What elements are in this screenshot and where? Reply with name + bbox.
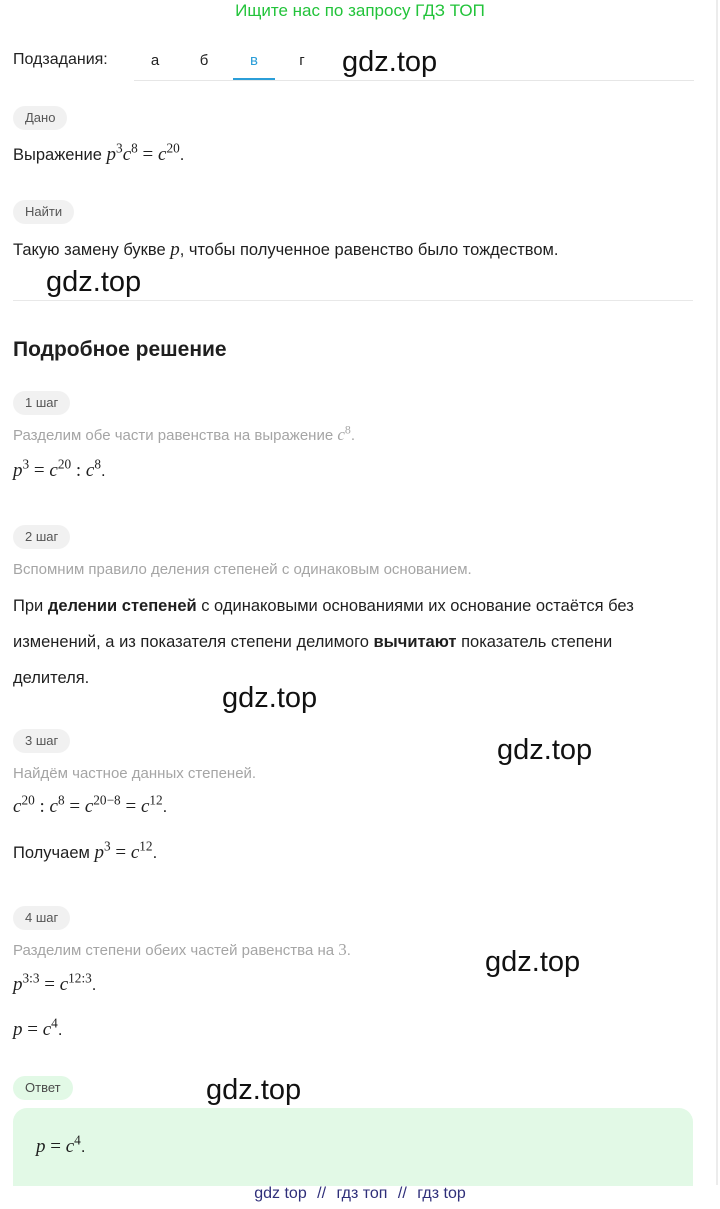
tab-b[interactable]: б bbox=[199, 52, 209, 69]
answer-formula: $p = c^4$. bbox=[36, 1132, 86, 1157]
step-2-pill: 2 шаг bbox=[13, 525, 70, 549]
step-2-rule bbox=[13, 588, 693, 696]
step-3-pill: 3 шаг bbox=[13, 729, 70, 753]
watermark: gdz.top bbox=[222, 682, 318, 714]
rule-bold: вычитают bbox=[373, 633, 457, 651]
step-4-formula-1: $p^{3:3} = c^{12:3}$. bbox=[13, 970, 97, 995]
find-text bbox=[13, 239, 558, 261]
find-variable: p bbox=[170, 239, 180, 260]
rule-bold: делении степеней bbox=[47, 597, 197, 615]
footer-link-3[interactable]: гдз top bbox=[417, 1185, 466, 1202]
watermark: gdz.top bbox=[497, 734, 593, 766]
step-1-hint-formula: $c^8$ bbox=[337, 422, 351, 444]
given-pill: Дано bbox=[13, 106, 67, 130]
watermark: gdz.top bbox=[206, 1074, 302, 1106]
footer-separator: // bbox=[317, 1185, 327, 1202]
rule-text: с одинаковыми основаниями их основание остаётся без изменений, а из показателя степени делимого bbox=[13, 597, 634, 651]
footer-link-2[interactable]: гдз топ bbox=[336, 1185, 388, 1202]
step-4-hint-text: Разделим степени обеих частей равенства на bbox=[13, 942, 335, 959]
step-4-pill: 4 шаг bbox=[13, 906, 70, 930]
footer-links bbox=[0, 1183, 720, 1205]
step-1-formula: $p^3 = c^{20}$ : $c^8$. bbox=[13, 456, 106, 481]
given-text: Выражение $p^3c^8 = c^{20}$. bbox=[13, 140, 185, 165]
step-3-result-prefix: Получаем bbox=[13, 844, 90, 862]
rule-text: При bbox=[13, 597, 48, 615]
solution-title: Подробное решение bbox=[13, 338, 227, 361]
answer-pill: Ответ bbox=[13, 1076, 73, 1100]
footer-link-1[interactable]: gdz top bbox=[254, 1185, 307, 1202]
step-1-pill: 1 шаг bbox=[13, 391, 70, 415]
divider bbox=[13, 300, 693, 301]
top-banner[interactable]: Ищите нас по запросу ГДЗ ТОП bbox=[235, 1, 485, 20]
watermark: gdz.top bbox=[342, 46, 438, 78]
right-edge-rule bbox=[716, 0, 718, 1185]
step-3-hint: Найдём частное данных степеней. bbox=[13, 765, 257, 782]
step-3-formula: $c^{20}$ : $c^8 = c^{20-8} = c^{12}$. bbox=[13, 792, 168, 817]
tab-a[interactable]: а bbox=[150, 52, 160, 69]
step-4-formula-2: $p = c^4$. bbox=[13, 1015, 63, 1040]
find-pill: Найти bbox=[13, 200, 74, 224]
answer-box bbox=[13, 1108, 693, 1186]
tab-v[interactable]: в bbox=[233, 46, 275, 80]
step-2-hint: Вспомним правило деления степеней с одинаковым основанием. bbox=[13, 561, 472, 578]
find-after: , чтобы полученное равенство было тождеством. bbox=[179, 241, 559, 259]
watermark: gdz.top bbox=[485, 946, 581, 978]
step-4-hint: Разделим степени обеих частей равенства на 3. bbox=[13, 940, 351, 959]
given-formula: $p^3c^8 = c^{20}$ bbox=[106, 140, 180, 165]
tab-g[interactable]: г bbox=[299, 52, 305, 69]
given-prefix: Выражение bbox=[13, 146, 102, 164]
find-before: Такую замену букве bbox=[13, 241, 166, 259]
step-3-result: Получаем $p^3 = c^{12}$. bbox=[13, 838, 158, 863]
watermark: gdz.top bbox=[46, 266, 142, 298]
step-1-hint: Разделим обе части равенства на выражение $c^8$. bbox=[13, 422, 356, 444]
subtasks-label: Подзадания: bbox=[13, 51, 108, 68]
footer-separator: // bbox=[397, 1185, 407, 1202]
step-1-hint-text: Разделим обе части равенства на выражение bbox=[13, 427, 334, 444]
rule-text: показатель степени делителя. bbox=[13, 633, 613, 687]
